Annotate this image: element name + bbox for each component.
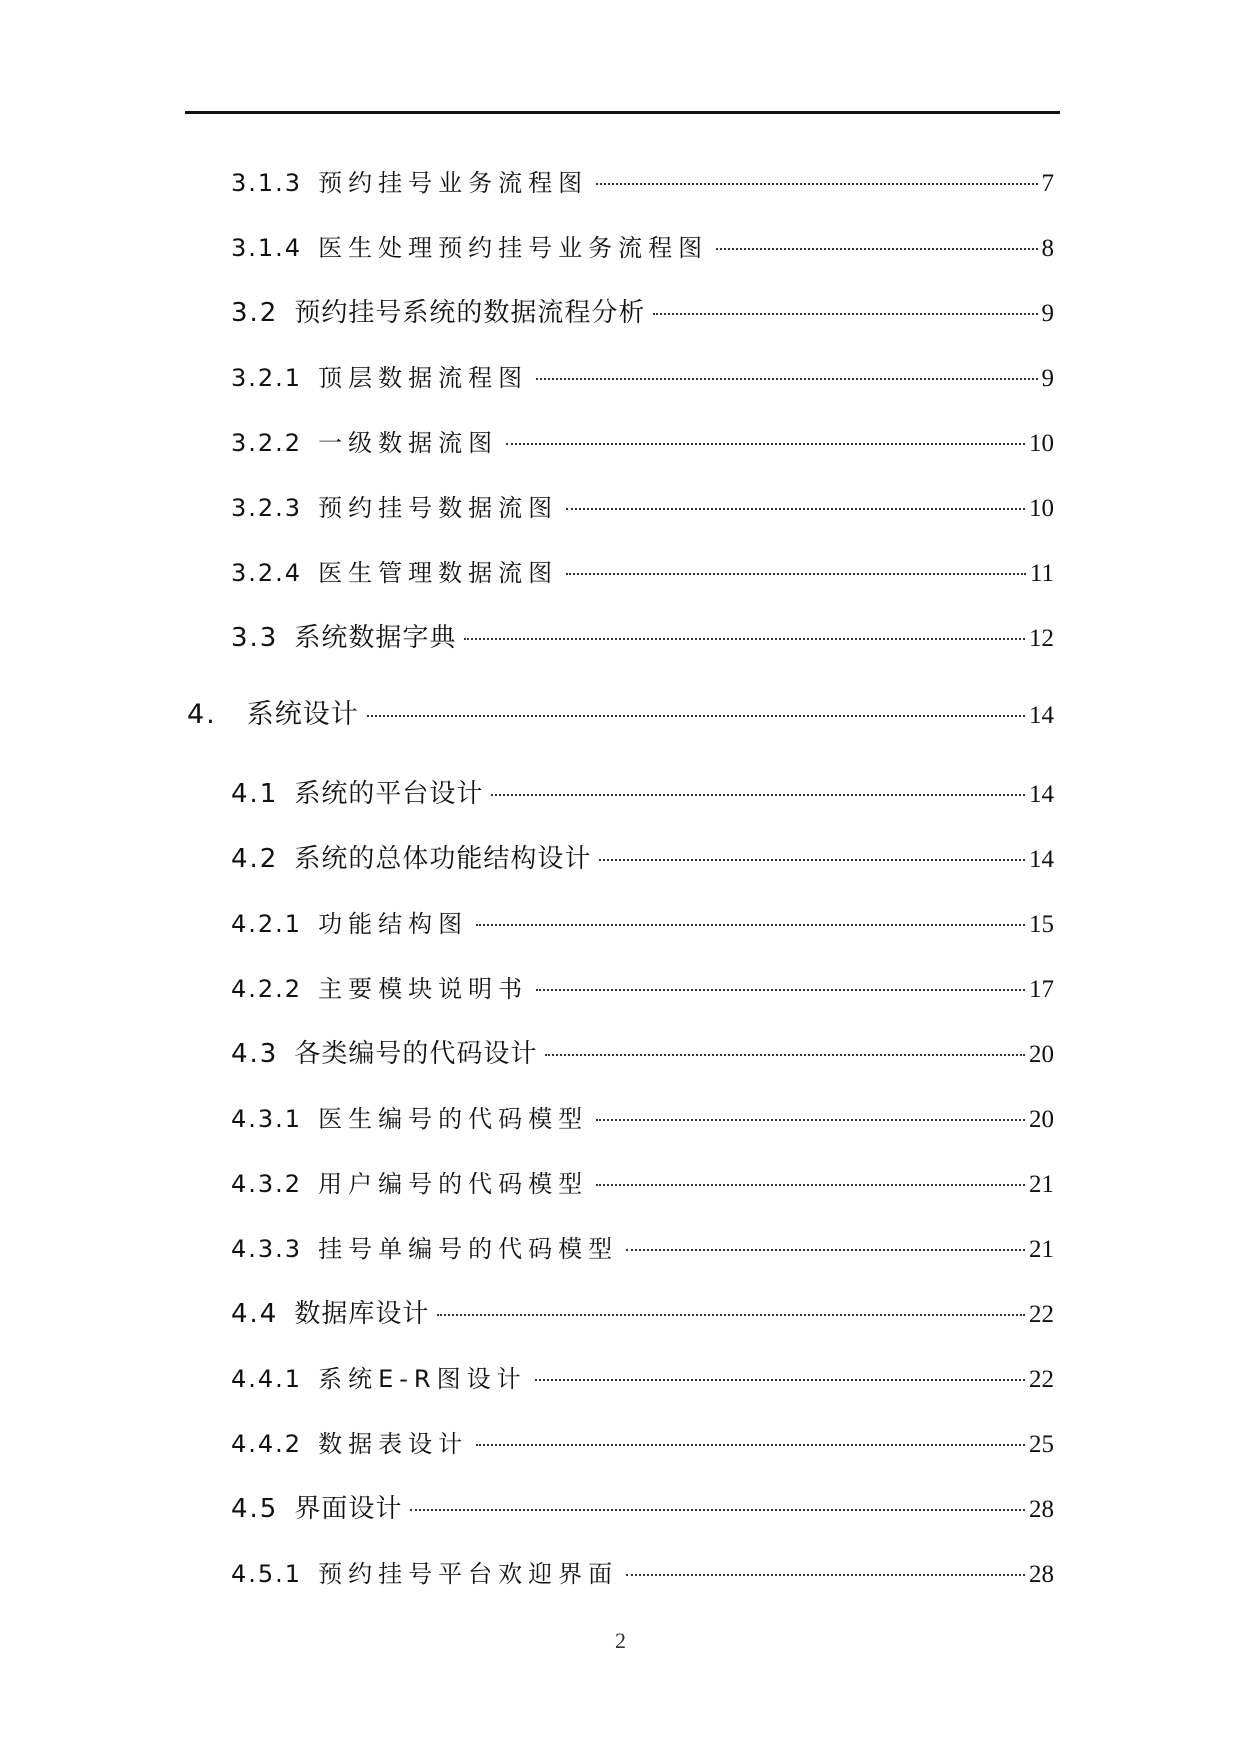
toc-entry-page: 15 bbox=[1029, 911, 1054, 938]
toc-entry-page: 28 bbox=[1029, 1561, 1054, 1588]
toc-entry-page: 14 bbox=[1029, 702, 1054, 729]
toc-entry[interactable] bbox=[231, 1424, 1054, 1464]
toc-entry[interactable] bbox=[231, 488, 1054, 528]
toc-entry-title: 系统设计 bbox=[246, 699, 359, 730]
toc-entry-number: 4.2.2 bbox=[231, 975, 303, 1003]
toc-entry-title: 系统数据字典 bbox=[294, 623, 457, 653]
dot-leader bbox=[535, 1379, 1025, 1381]
toc-entry[interactable] bbox=[231, 1294, 1054, 1334]
toc-entry-page: 20 bbox=[1029, 1041, 1054, 1068]
toc-entry[interactable] bbox=[231, 839, 1054, 879]
dot-leader bbox=[626, 1574, 1025, 1576]
toc-entry-title: 系统的总体功能结构设计 bbox=[294, 844, 592, 874]
toc-entry[interactable] bbox=[231, 774, 1054, 814]
toc-entry-title: 预约挂号数据流图 bbox=[318, 494, 559, 522]
toc-entry-page: 10 bbox=[1029, 495, 1054, 522]
dot-leader bbox=[464, 638, 1025, 640]
toc-entry-number: 4.3.3 bbox=[231, 1235, 303, 1263]
toc-entry[interactable] bbox=[231, 1164, 1054, 1204]
toc-entry-number: 3.2.2 bbox=[231, 429, 303, 457]
toc-entry[interactable] bbox=[231, 1229, 1054, 1269]
toc-entry[interactable] bbox=[231, 358, 1054, 398]
toc-entry-page: 21 bbox=[1029, 1236, 1054, 1263]
toc-entry-page: 9 bbox=[1041, 365, 1054, 392]
toc-entry-title: 各类编号的代码设计 bbox=[294, 1039, 538, 1069]
toc-entry-title: 预约挂号业务流程图 bbox=[318, 169, 589, 197]
dot-leader bbox=[506, 443, 1025, 445]
toc-entry[interactable] bbox=[231, 293, 1054, 333]
toc-entry-number: 4.1 bbox=[231, 779, 279, 809]
toc-entry-number: 4.4.2 bbox=[231, 1430, 303, 1458]
toc-entry-title: 预约挂号平台欢迎界面 bbox=[318, 1560, 619, 1588]
dot-leader bbox=[536, 989, 1025, 991]
dot-leader bbox=[437, 1314, 1025, 1316]
toc-entry-title: 界面设计 bbox=[294, 1494, 403, 1524]
toc-entry-title: 医生管理数据流图 bbox=[318, 559, 559, 587]
toc-entry-page: 25 bbox=[1029, 1431, 1054, 1458]
toc-entry[interactable] bbox=[231, 1554, 1054, 1594]
toc-entry-number: 3.2.3 bbox=[231, 494, 303, 522]
toc-entry-number: 4. bbox=[187, 699, 217, 730]
dot-leader bbox=[476, 1444, 1025, 1446]
dot-leader bbox=[599, 859, 1025, 861]
toc-entry-page: 10 bbox=[1029, 430, 1054, 457]
dot-leader bbox=[626, 1249, 1025, 1251]
toc-entry[interactable] bbox=[231, 1489, 1054, 1529]
toc-entry-title: 数据库设计 bbox=[294, 1299, 430, 1329]
toc-entry-title: 顶层数据流程图 bbox=[318, 364, 529, 392]
toc-entry-number: 4.5.1 bbox=[231, 1560, 303, 1588]
toc-entry-title: 主要模块说明书 bbox=[318, 975, 529, 1003]
header-rule bbox=[185, 111, 1060, 114]
dot-leader bbox=[596, 1184, 1025, 1186]
toc-entry-title: 预约挂号系统的数据流程分析 bbox=[294, 298, 646, 328]
dot-leader bbox=[716, 248, 1037, 250]
toc-entry-title: 挂号单编号的代码模型 bbox=[318, 1235, 619, 1263]
toc-entry[interactable] bbox=[231, 1359, 1054, 1399]
toc-entry-page: 17 bbox=[1029, 976, 1054, 1003]
toc-entry-number: 4.3.2 bbox=[231, 1170, 303, 1198]
toc-entry-title: 功能结构图 bbox=[318, 910, 469, 938]
toc-entry-page: 20 bbox=[1029, 1106, 1054, 1133]
toc-entry-page: 22 bbox=[1029, 1366, 1054, 1393]
dot-leader bbox=[596, 183, 1037, 185]
toc-entry[interactable] bbox=[231, 1034, 1054, 1074]
toc-entry-page: 7 bbox=[1041, 170, 1054, 197]
toc-entry-title: 系统E-R图设计 bbox=[318, 1365, 527, 1393]
toc-entry-number: 3.2 bbox=[231, 298, 279, 328]
dot-leader bbox=[596, 1119, 1025, 1121]
toc-entry-number: 4.2.1 bbox=[231, 910, 303, 938]
toc-entry-number: 3.2.1 bbox=[231, 364, 303, 392]
toc-entry-number: 4.4.1 bbox=[231, 1365, 303, 1393]
toc-entry-title: 用户编号的代码模型 bbox=[318, 1170, 589, 1198]
toc-entry-title: 医生编号的代码模型 bbox=[318, 1105, 589, 1133]
toc-entry[interactable] bbox=[231, 553, 1054, 593]
toc-entry-page: 12 bbox=[1029, 625, 1054, 652]
toc-entry-number: 3.1.4 bbox=[231, 234, 303, 262]
toc-entry-number: 4.4 bbox=[231, 1299, 279, 1329]
dot-leader bbox=[566, 508, 1025, 510]
toc-entry-page: 8 bbox=[1041, 235, 1054, 262]
toc-entry-number: 3.3 bbox=[231, 623, 279, 653]
toc-entry[interactable] bbox=[231, 904, 1054, 944]
dot-leader bbox=[566, 573, 1026, 575]
dot-leader bbox=[491, 794, 1025, 796]
dot-leader bbox=[410, 1509, 1025, 1511]
toc-entry-title: 系统的平台设计 bbox=[294, 779, 484, 809]
toc-entry-number: 4.3 bbox=[231, 1039, 279, 1069]
toc-entry-page: 22 bbox=[1029, 1301, 1054, 1328]
toc-entry-title: 一级数据流图 bbox=[318, 429, 499, 457]
toc-entry-title: 数据表设计 bbox=[318, 1430, 469, 1458]
toc-entry[interactable] bbox=[231, 618, 1054, 658]
toc-entry-number: 3.2.4 bbox=[231, 559, 303, 587]
toc-entry-page: 28 bbox=[1029, 1496, 1054, 1523]
toc-entry-number: 4.2 bbox=[231, 844, 279, 874]
toc-entry-number: 3.1.3 bbox=[231, 169, 303, 197]
toc-entry-title: 医生处理预约挂号业务流程图 bbox=[318, 234, 709, 262]
toc-entry-number: 4.5 bbox=[231, 1494, 279, 1524]
toc-entry[interactable] bbox=[231, 1099, 1054, 1139]
dot-leader bbox=[367, 715, 1025, 717]
toc-entry-page: 14 bbox=[1029, 846, 1054, 873]
toc-entry[interactable] bbox=[187, 695, 1054, 735]
toc-entry-page: 11 bbox=[1029, 560, 1054, 587]
dot-leader bbox=[653, 313, 1037, 315]
page-number: 2 bbox=[615, 1628, 626, 1653]
dot-leader bbox=[536, 378, 1037, 380]
dot-leader bbox=[476, 924, 1025, 926]
toc-entry-number: 4.3.1 bbox=[231, 1105, 303, 1133]
toc-entry[interactable] bbox=[231, 423, 1054, 463]
toc-entry-page: 9 bbox=[1041, 300, 1054, 327]
toc-entry[interactable] bbox=[231, 163, 1054, 203]
toc-entry-page: 14 bbox=[1029, 781, 1054, 808]
toc-entry[interactable] bbox=[231, 969, 1054, 1009]
toc-entry-page: 21 bbox=[1029, 1171, 1054, 1198]
dot-leader bbox=[545, 1054, 1025, 1056]
toc-entry[interactable] bbox=[231, 228, 1054, 268]
